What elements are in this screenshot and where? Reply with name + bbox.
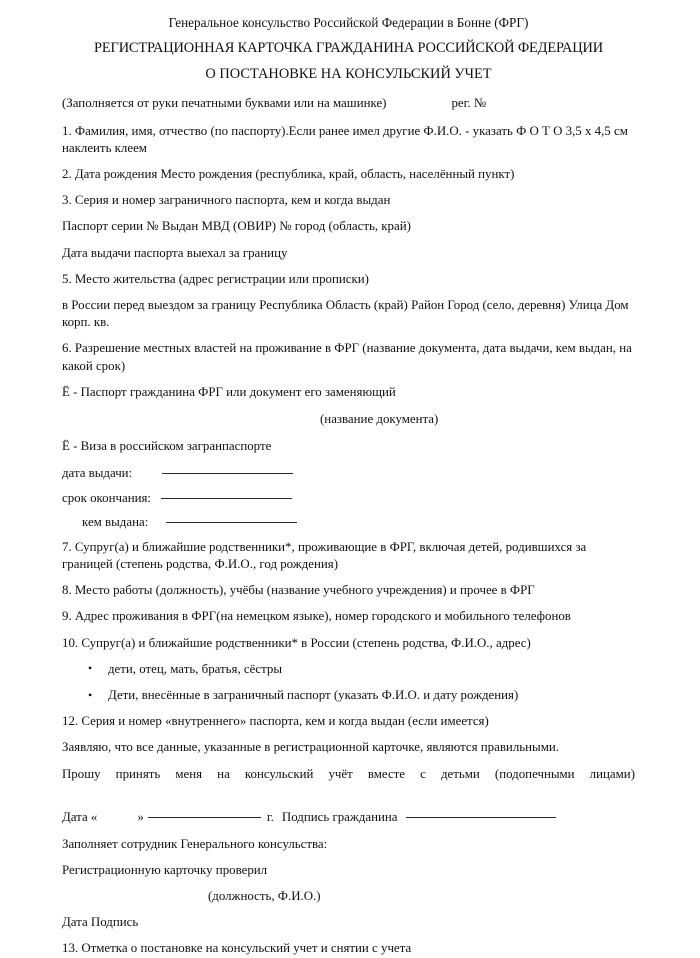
- item-3-passport-issue-line: Дата выдачи паспорта выехал за границу: [62, 245, 288, 260]
- visa-expiry-date-row: [62, 490, 635, 508]
- consulate-organization-heading: Генеральное консульство Российской Федерации в Бонне (ФРГ): [168, 15, 529, 30]
- date-and-signature-row: [62, 809, 635, 827]
- date-quote-close: »: [137, 810, 144, 825]
- date-month-year-input[interactable]: [148, 817, 261, 818]
- item-9-germany-address: 9. Адрес проживания в ФРГ(на немецком языке), номер городского и мобильного телефонов: [62, 609, 571, 624]
- option-marker-icon: Ë: [62, 439, 70, 454]
- visa-expiry-date-input[interactable]: [161, 498, 292, 499]
- item-1-full-name: 1. Фамилия, имя, отчество (по паспорту).Если ранее имел другие Ф.И.О. - указать Ф О Т О 3,5 х 4,5 см наклеить клеем: [62, 123, 628, 156]
- item-6-residence-permit: 6. Разрешение местных властей на проживание в ФРГ (название документа, дата выдачи, кем выдан, на какой срок): [62, 341, 632, 374]
- official-checked-by: Регистрационную карточку проверил: [62, 862, 268, 877]
- option-german-passport-label: - Паспорт гражданина ФРГ или документ его заменяющий: [73, 385, 396, 400]
- item-5-residence: 5. Место жительства (адрес регистрации или прописки): [62, 271, 369, 286]
- visa-issuer-label: кем выдана:: [82, 515, 149, 530]
- option-marker-icon: Ë: [62, 385, 70, 400]
- item-13-registration-mark: 13. Отметка о постановке на консульский учет и снятии с учета: [62, 941, 412, 956]
- official-date-signature: Дата Подпись: [62, 915, 139, 930]
- option-russian-visa: [62, 438, 635, 456]
- citizen-signature-input[interactable]: [406, 817, 556, 818]
- city-abbreviation: г.: [266, 810, 274, 825]
- date-label: Дата «: [62, 810, 98, 825]
- relatives-bullet-list: [62, 661, 635, 705]
- visa-expiry-date-label: срок окончания:: [62, 490, 152, 505]
- official-section-heading: Заполняет сотрудник Генерального консульства:: [62, 836, 328, 851]
- visa-issuer-input[interactable]: [166, 522, 297, 523]
- item-3-passport-series-line: Паспорт серии № Выдан МВД (ОВИР) № город (область, край): [62, 219, 411, 234]
- document-title-line-2: О ПОСТАНОВКЕ НА КОНСУЛЬСКИЙ УЧЕТ: [205, 66, 492, 82]
- option-russian-visa-label: - Виза в российском загранпаспорте: [73, 439, 272, 454]
- visa-issuer-row: [62, 514, 635, 532]
- list-item: • дети, отец, мать, братья, сёстры: [62, 661, 635, 679]
- document-title-line-1: РЕГИСТРАЦИОННАЯ КАРТОЧКА ГРАЖДАНИНА РОССИЙСКОЙ ФЕДЕРАЦИИ: [94, 40, 603, 56]
- item-3-passport-number: 3. Серия и номер заграничного паспорта, кем и когда выдан: [62, 193, 391, 208]
- option-german-passport: [62, 384, 635, 402]
- declaration-request: Прошу принять меня на консульский учёт вместе с детьми (подопечными лицами): [62, 766, 635, 781]
- visa-issue-date-input[interactable]: [162, 473, 293, 474]
- document-name-note: (название документа): [320, 411, 439, 426]
- registration-number-label: рег. №: [451, 96, 487, 110]
- visa-issue-date-label: дата выдачи:: [62, 465, 133, 480]
- item-7-relatives-germany: 7. Супруг(а) и ближайшие родственники*, проживающие в ФРГ, включая детей, родившихся за границей (степень родства, Ф.И.О., год рождения): [62, 539, 587, 572]
- official-position-note: (должность, Ф.И.О.): [208, 889, 321, 903]
- declaration-statement: Заявляю, что все данные, указанные в регистрационной карточке, являются правильными.: [62, 740, 559, 755]
- item-2-birth-info: 2. Дата рождения Место рождения (республика, край, область, населённый пункт): [62, 167, 515, 182]
- citizen-signature-label: Подпись гражданина: [281, 810, 398, 825]
- item-5-russia-address: в России перед выездом за границу Республика Область (край) Район Город (село, деревня) Улица Дом корп. кв.: [62, 297, 629, 330]
- list-item: • Дети, внесённые в заграничный паспорт (указать Ф.И.О. и дату рождения): [62, 687, 635, 705]
- fill-instruction-row: [62, 95, 635, 113]
- fill-instruction-text: (Заполняется от руки печатными буквами или на машинке): [62, 96, 387, 110]
- item-10-relatives-russia: 10. Супруг(а) и ближайшие родственники* в России (степень родства, Ф.И.О., адрес): [62, 635, 531, 650]
- item-8-workplace: 8. Место работы (должность), учёбы (название учебного учреждения) и прочее в ФРГ: [62, 583, 535, 598]
- item-12-internal-passport: 12. Серия и номер «внутреннего» паспорта, кем и когда выдан (если имеется): [62, 714, 489, 729]
- visa-issue-date-row: [62, 465, 635, 483]
